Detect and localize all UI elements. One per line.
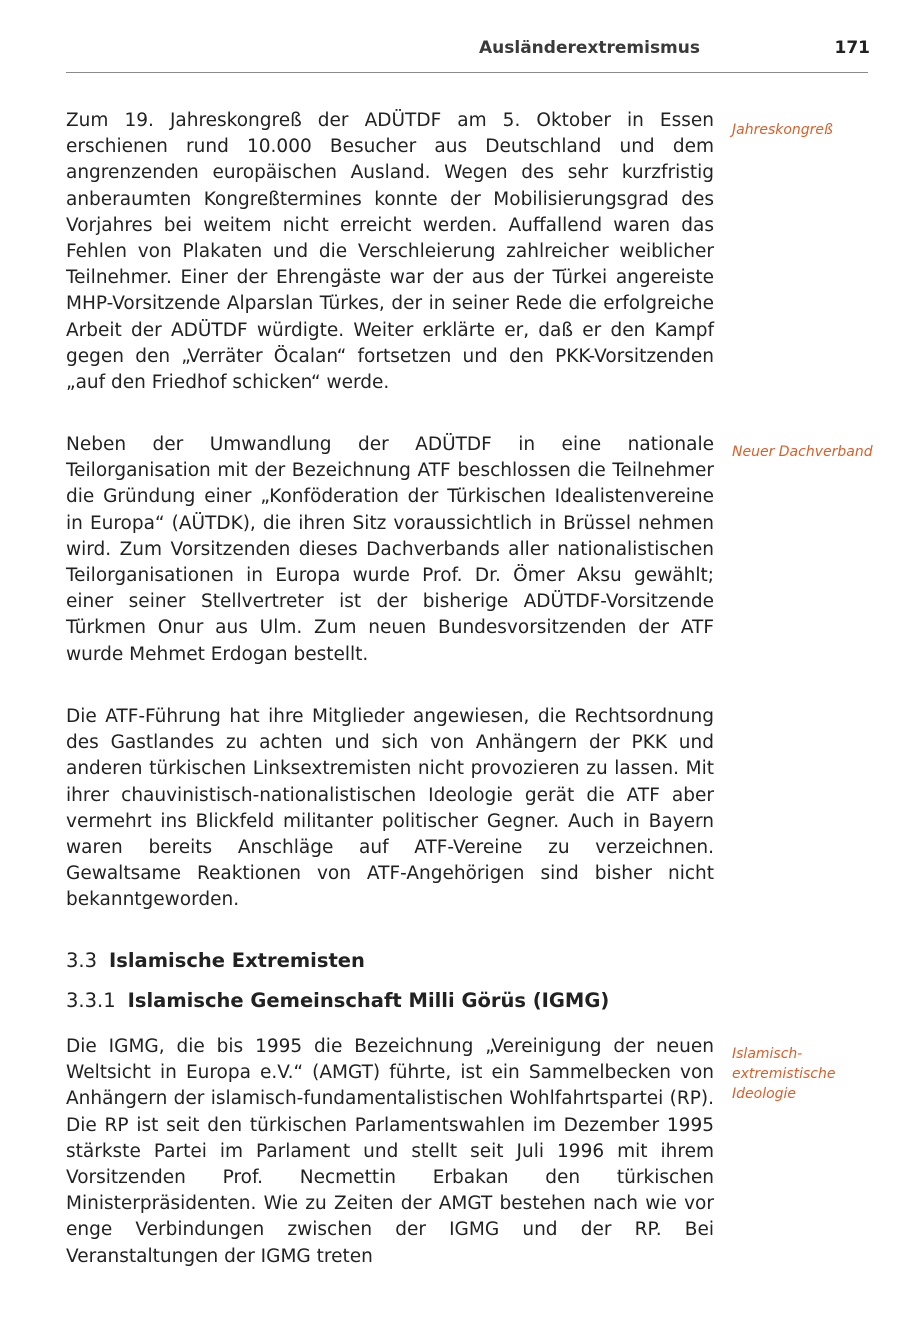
paragraph-atf-fuehrung: Die ATF-Führung hat ihre Mitglieder angewiesen, die Rechtsordnung des Gastlandes zu achten und sich von Anhängern der PKK und anderen türkischen Linksextremisten nicht provozieren zu lassen. Mit ihrer chauvinistisch-nationalistischen Ideologie gerät die ATF aber vermehrt ins Blickfeld militanter politischer Gegner. Auch in Bayern waren bereits Anschläge auf ATF-Vereine zu verzeichnen. Gewaltsame Reaktionen von ATF-Angehörigen sind bisher nicht bekanntgeworden.: [66, 706, 714, 911]
section-number: 3.3: [66, 949, 98, 972]
subsection-number: 3.3.1: [66, 989, 116, 1012]
running-header-title: Ausländerextremismus: [479, 38, 700, 58]
paragraph-jahreskongress: Zum 19. Jahreskongreß der ADÜTDF am 5. Oktober in Essen erschienen rund 10.000 Besucher aus Deutschland und dem angrenzenden europäischen Ausland. Wegen des sehr kurzfristig anberaumten Kongreßtermines konnte der Mobilisierungsgrad des Vorjahres bei weitem nicht erreicht werden. Auffallend waren das Fehlen von Plakaten und die Verschleierung zahlreicher weiblicher Teilnehmer. Einer der Ehrengäste war der aus der Türkei angereiste MHP-Vorsitzende Alparslan Türkes, der in seiner Rede die erfolgreiche Arbeit der ADÜTDF würdigte. Weiter erklärte er, daß er den Kampf gegen den „Verräter Öcalan“ fortsetzen und den PKK-Vorsitzenden „auf den Friedhof schicken“ werde.: [66, 110, 714, 394]
margin-note-dachverband: Neuer Dachverband: [732, 444, 873, 460]
section-heading: [66, 948, 365, 974]
section-title: Islamische Extremisten: [109, 949, 365, 972]
margin-note-jahreskongress: Jahreskongreß: [732, 122, 833, 138]
paragraph-igmg: Die IGMG, die bis 1995 die Bezeichnung „Vereinigung der neuen Weltsicht in Europa e.V.“ (AMGT) führte, ist ein Sammelbecken von Anhängern der islamisch-fundamentalistischen Wohlfahrtspartei (RP). Die RP ist seit den türkischen Parlamentswahlen im Dezember 1995 stärkste Partei im Parlament und stellt seit Juli 1996 mit ihrem Vorsitzenden Prof. Necmettin Erbakan den türkischen Ministerpräsidenten. Wie zu Zeiten der AMGT bestehen nach wie vor enge Verbindungen zwischen der IGMG und der RP. Bei Veranstaltungen der IGMG treten: [66, 1036, 714, 1267]
subsection-title: Islamische Gemeinschaft Milli Görüs (IGMG): [127, 989, 610, 1012]
paragraph-dachverband: Neben der Umwandlung der ADÜTDF in eine nationale Teilorganisation mit der Bezeichnung ATF beschlossen die Teilnehmer die Gründung einer „Konföderation der Türkischen Idealistenvereine in Europa“ (AÜTDK), die ihren Sitz voraussichtlich in Brüssel nehmen wird. Zum Vorsitzenden dieses Dachverbands aller nationalistischen Teilorganisationen in Europa wurde Prof. Dr. Ömer Aksu gewählt; einer seiner Stellvertreter ist der bisherige ADÜTDF-Vorsitzende Türkmen Onur aus Ulm. Zum neuen Bundesvorsitzenden der ATF wurde Mehmet Erdogan bestellt.: [66, 434, 714, 665]
page-number: 171: [834, 38, 870, 58]
subsection-heading: [66, 988, 609, 1014]
header-divider: [66, 72, 868, 73]
margin-note-ideologie: Islamisch-extremistische Ideologie: [732, 1046, 836, 1102]
